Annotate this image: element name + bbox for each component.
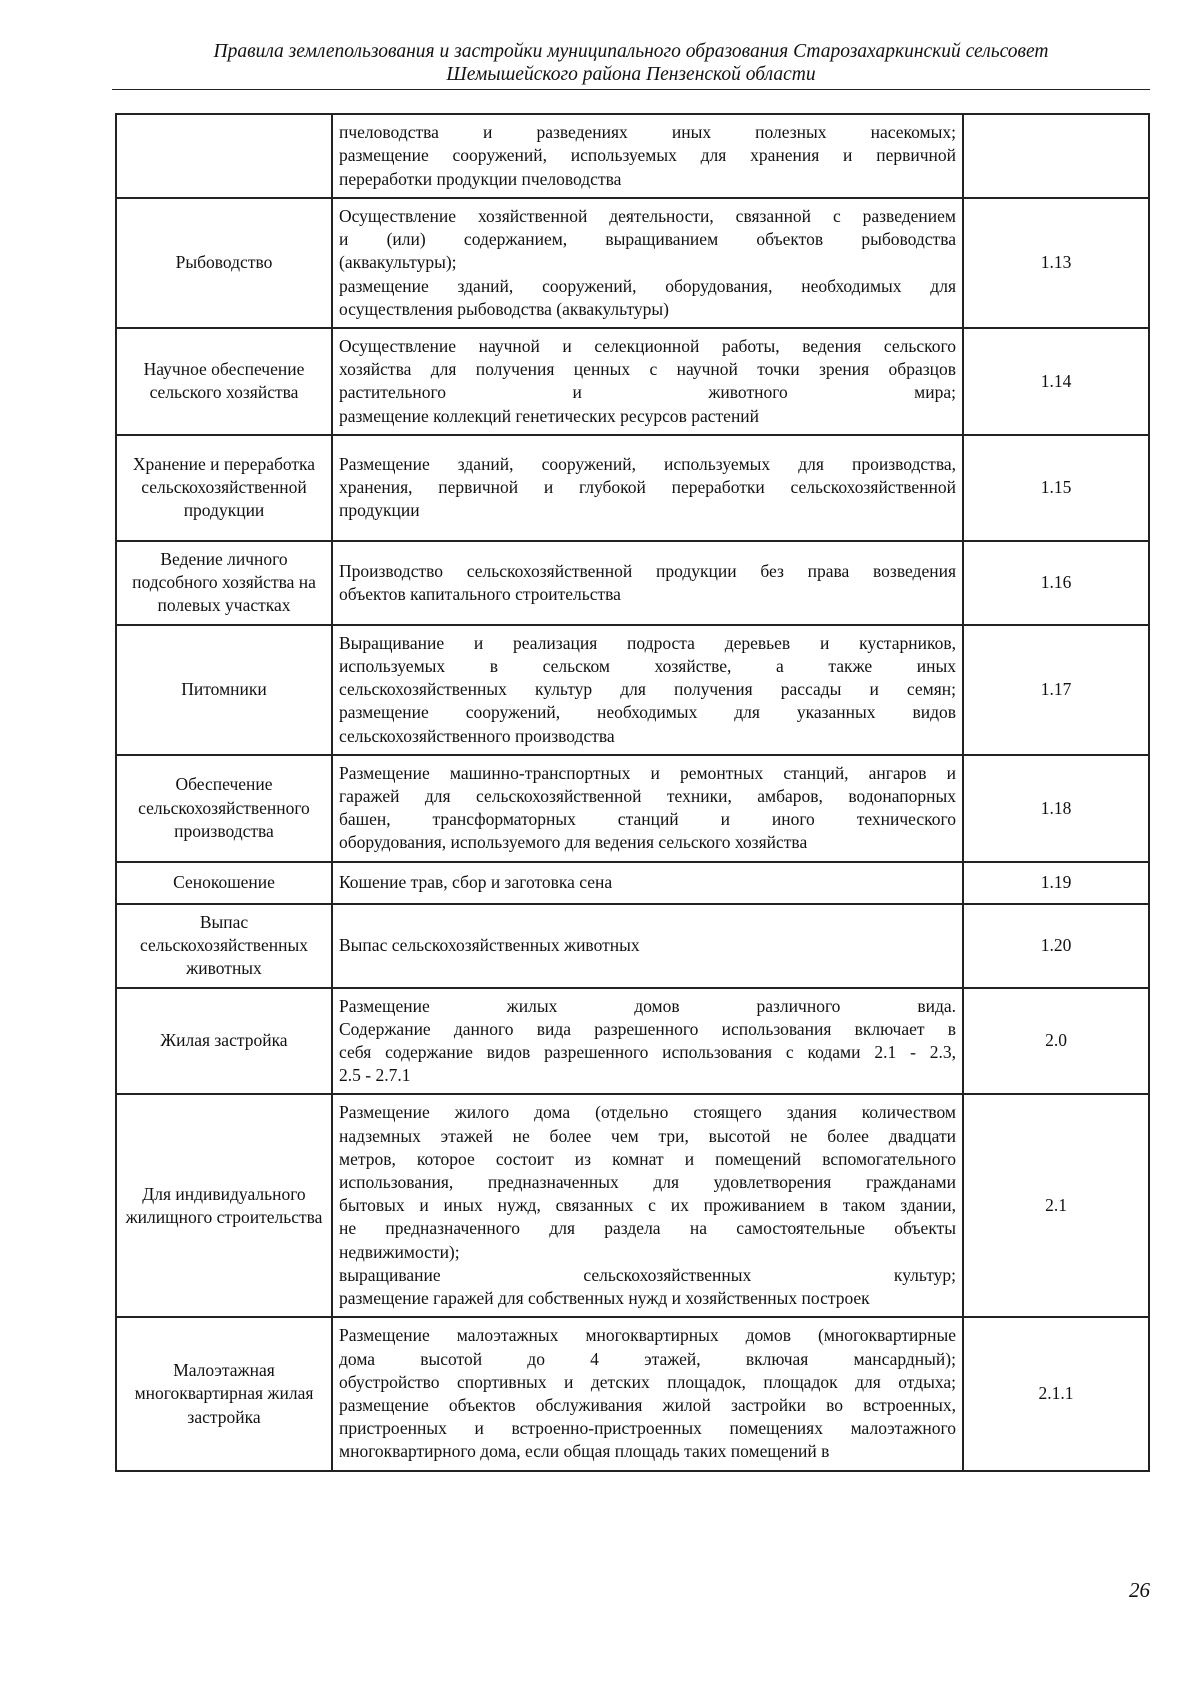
- description-line: размещение сооружений, необходимых для указанных видов: [339, 702, 956, 723]
- description-line: выращивание сельскохозяйственных культур;: [339, 1264, 956, 1285]
- use-type-code: 1.17: [963, 625, 1149, 755]
- description-line: (аквакультуры);: [339, 252, 457, 273]
- use-type-name: Малоэтажная многоквартирная жилая застройка: [116, 1317, 332, 1470]
- table-row: [116, 541, 1149, 625]
- table-row: [116, 1094, 1149, 1317]
- page-header: [112, 40, 1150, 86]
- use-type-description: [332, 1317, 963, 1470]
- land-use-table: [115, 113, 1150, 1472]
- table-row: [116, 435, 1149, 541]
- use-type-code: 1.19: [963, 862, 1149, 904]
- description-line: хранения, первичной и глубокой переработки сельскохозяйственной: [339, 477, 956, 498]
- description-line: Размещение жилого дома (отдельно стоящего здания количеством: [339, 1102, 956, 1123]
- description-line: надземных этажей не более чем три, высотой не более двадцати: [339, 1125, 956, 1146]
- description-line: метров, которое состоит из комнат и помещений вспомогательного: [339, 1148, 956, 1169]
- description-line: Размещение малоэтажных многоквартирных домов (многоквартирные: [339, 1325, 956, 1346]
- description-line: не предназначенного для раздела на самостоятельные объекты: [339, 1218, 956, 1239]
- description-line: хозяйства для получения ценных с научной точки зрения образцов: [339, 359, 956, 380]
- description-line: Размещение зданий, сооружений, используемых для производства,: [339, 454, 956, 475]
- description-line: Кошение трав, сбор и заготовка сена: [339, 872, 613, 893]
- table-row: [116, 988, 1149, 1095]
- description-line: башен, трансформаторных станций и иного технического: [339, 809, 956, 830]
- description-line: Выпас сельскохозяйственных животных: [339, 935, 640, 956]
- header-line-2: Шемышейского района Пензенской области: [446, 64, 816, 85]
- header-rule: [112, 89, 1150, 90]
- description-line: многоквартирного дома, если общая площадь таких помещений в: [339, 1441, 830, 1462]
- description-line: используемых в сельском хозяйстве, а также иных: [339, 656, 956, 677]
- description-line: Содержание данного вида разрешенного использования включает в: [339, 1018, 956, 1039]
- use-type-description: [332, 541, 963, 625]
- use-type-name: [116, 114, 332, 198]
- use-type-name: Научное обеспечение сельского хозяйства: [116, 328, 332, 435]
- description-line: размещение коллекций генетических ресурсов растений: [339, 405, 760, 426]
- use-type-code: 1.18: [963, 755, 1149, 862]
- description-line: пристроенных и встроенно-пристроенных помещениях малоэтажного: [339, 1418, 956, 1439]
- description-line: размещение гаражей для собственных нужд и хозяйственных построек: [339, 1288, 870, 1309]
- description-line: Размещение жилых домов различного вида.: [339, 995, 956, 1016]
- description-line: осуществления рыбоводства (аквакультуры): [339, 298, 669, 319]
- use-type-code: 2.0: [963, 988, 1149, 1095]
- use-type-name: Для индивидуального жилищного строительства: [116, 1094, 332, 1317]
- description-line: размещение сооружений, используемых для хранения и первичной: [339, 145, 956, 166]
- description-line: гаражей для сельскохозяйственной техники, амбаров, водонапорных: [339, 786, 956, 807]
- use-type-description: [332, 114, 963, 198]
- use-type-description: [332, 625, 963, 755]
- use-type-name: Выпас сельскохозяйственных животных: [116, 904, 332, 988]
- description-line: сельскохозяйственных культур для получения рассады и семян;: [339, 679, 956, 700]
- table-row: [116, 1317, 1149, 1470]
- table-body: [116, 114, 1149, 1471]
- use-type-code: 1.13: [963, 198, 1149, 328]
- description-line: Осуществление хозяйственной деятельности, связанной с разведением: [339, 206, 956, 226]
- description-line: недвижимости);: [339, 1241, 460, 1262]
- use-type-description: [332, 755, 963, 862]
- description-line: переработки продукции пчеловодства: [339, 168, 622, 189]
- description-line: и (или) содержанием, выращиванием объектов рыбоводства: [339, 229, 956, 250]
- header-line-1: Правила землепользования и застройки муниципального образования Старозахаркинский сельсовет: [213, 41, 1049, 62]
- description-line: объектов капитального строительства: [339, 583, 621, 604]
- use-type-description: [332, 1094, 963, 1317]
- use-type-code: 1.14: [963, 328, 1149, 435]
- use-type-description: [332, 904, 963, 988]
- use-type-code: 1.20: [963, 904, 1149, 988]
- description-line: размещение зданий, сооружений, оборудования, необходимых для: [339, 275, 956, 296]
- use-type-code: 2.1: [963, 1094, 1149, 1317]
- description-line: Производство сельскохозяйственной продукции без права возведения: [339, 560, 956, 581]
- description-line: Выращивание и реализация подроста деревьев и кустарников,: [339, 632, 956, 653]
- description-line: пчеловодства и разведениях иных полезных насекомых;: [339, 122, 956, 143]
- use-type-name: Обеспечение сельскохозяйственного производства: [116, 755, 332, 862]
- description-line: сельскохозяйственного производства: [339, 725, 615, 746]
- use-type-description: [332, 435, 963, 541]
- description-line: использования, предназначенных для удовлетворения гражданами: [339, 1172, 956, 1193]
- use-type-description: [332, 328, 963, 435]
- use-type-name: Жилая застройка: [116, 988, 332, 1095]
- use-type-name: Хранение и переработка сельскохозяйственной продукции: [116, 435, 332, 541]
- table-row: [116, 198, 1149, 328]
- use-type-name: Ведение личного подсобного хозяйства на полевых участках: [116, 541, 332, 625]
- table-row: [116, 904, 1149, 988]
- description-line: бытовых и иных нужд, связанных с их проживанием в таком здании,: [339, 1195, 956, 1216]
- use-type-name: Рыбоводство: [116, 198, 332, 328]
- description-line: дома высотой до 4 этажей, включая мансардный);: [339, 1348, 956, 1369]
- table-row: [116, 755, 1149, 862]
- use-type-description: [332, 198, 963, 328]
- use-type-name: Сенокошение: [116, 862, 332, 904]
- description-line: Размещение машинно-транспортных и ремонтных станций, ангаров и: [339, 762, 956, 783]
- use-type-name: Питомники: [116, 625, 332, 755]
- use-type-code: 1.15: [963, 435, 1149, 541]
- table-row: [116, 328, 1149, 435]
- use-type-description: [332, 988, 963, 1095]
- page-number: 26: [1129, 1578, 1150, 1602]
- use-type-code: [963, 114, 1149, 198]
- description-line: растительного и животного мира;: [339, 382, 956, 403]
- table-row: [116, 862, 1149, 904]
- table-row: [116, 114, 1149, 198]
- description-line: Осуществление научной и селекционной работы, ведения сельского: [339, 336, 956, 357]
- description-line: размещение объектов обслуживания жилой застройки во встроенных,: [339, 1394, 956, 1415]
- description-line: оборудования, используемого для ведения сельского хозяйства: [339, 832, 808, 853]
- description-line: себя содержание видов разрешенного использования с кодами 2.1 - 2.3,: [339, 1042, 956, 1063]
- description-line: продукции: [339, 500, 420, 521]
- use-type-code: 2.1.1: [963, 1317, 1149, 1470]
- description-line: 2.5 - 2.7.1: [339, 1065, 411, 1086]
- use-type-code: 1.16: [963, 541, 1149, 625]
- description-line: обустройство спортивных и детских площадок, площадок для отдыха;: [339, 1371, 956, 1392]
- table-row: [116, 625, 1149, 755]
- use-type-description: [332, 862, 963, 904]
